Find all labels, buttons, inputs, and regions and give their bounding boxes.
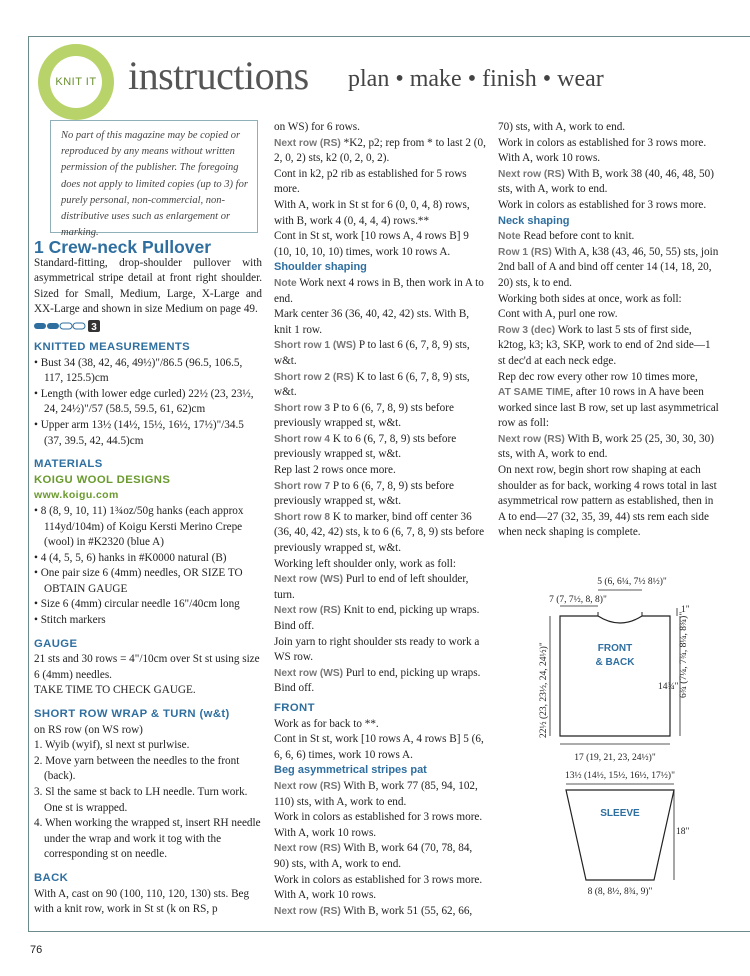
top-rule [28, 36, 750, 37]
row-label: Next row (RS) [274, 605, 341, 617]
pattern-title: Crew-neck Pullover [48, 237, 212, 257]
badge-label: KNIT IT [50, 56, 102, 108]
page-number: 76 [30, 944, 43, 956]
neck-width-dim: 5 (6, 6¼, 7½ 8½)" [597, 577, 667, 587]
asymmetrical-stripes-heading: Beg asymmetrical stripes pat [274, 764, 427, 777]
note-label: Note [274, 277, 297, 289]
instruction-text: Working left shoulder only, work as foll: [274, 557, 457, 570]
page-title: instructions [128, 53, 309, 98]
short-row-intro: on RS row (on WS row) [34, 723, 143, 736]
front-back-label: & BACK [595, 657, 635, 668]
material-item: • One pair size 6 (4mm) needles, OR SIZE TO OBTAIN GAUGE [34, 567, 243, 595]
instruction-text: Work next 4 rows in B, then work in A to end. [274, 276, 484, 305]
material-item: • Stitch markers [34, 614, 106, 627]
front-back-schematic [560, 616, 670, 736]
instruction-text: Cont with A, purl one row. [498, 308, 618, 321]
pattern-intro: Standard-fitting, drop-shoulder pullover with asymmetrical stripe detail at front right shoulder. Sized for Small, Medium, Large, X-Large and XX-Large and shown in size Medium on page 49. [34, 256, 262, 316]
gauge-note: TAKE TIME TO CHECK GAUGE. [34, 684, 196, 697]
copyright-notice: No part of this magazine may be copied or reproduced by any means without written permission of the publisher. The foregoing does not apply to limited copies (up to 3) for purely personal, non-commercial, non-distributive uses such as enlargement or marking. [50, 120, 258, 233]
left-rule [28, 36, 29, 931]
page-subtitle: plan • make • finish • wear [348, 66, 604, 92]
skill-level [34, 320, 262, 332]
row-label: Next row (RS) [274, 137, 341, 149]
instruction-text: Mark center 36 (36, 40, 42, 42) sts. With B, knit 1 row. [274, 308, 470, 336]
row-label: Row 3 (dec) [498, 324, 556, 336]
instruction-text: , after 10 rows in A have been worked since last B row, set up last asymmetrical row as foll: [498, 386, 719, 430]
instruction-text: Work to last 5 sts of first side, k2tog, k3; k3, SKP, work to end of 2nd side—1 st dec'd at each neck edge. [498, 323, 711, 367]
instruction-text: Rep last 2 rows once more. [274, 464, 396, 477]
note-label: Note [498, 231, 521, 243]
instruction-text: Cont in St st, work [10 rows A, 4 rows B] 9 (10, 10, 10, 10) times, work 10 rows A. [274, 230, 469, 258]
pattern-heading [34, 237, 262, 257]
row-label: Next row (RS) [274, 780, 341, 792]
instruction-text: Working both sides at once, work as foll: [498, 292, 682, 305]
back-heading: BACK [34, 871, 69, 884]
sleeve-top-dim: 13½ (14½, 15½, 16½, 17½)" [565, 771, 675, 781]
materials-url[interactable]: www.koigu.com [34, 489, 119, 502]
row-label: Next row (WS) [274, 574, 344, 586]
column-1 [34, 237, 262, 918]
row-label: Row 1 (RS) [498, 246, 552, 258]
shoulder-width-dim: 7 (7, 7½, 8, 8)" [549, 595, 607, 605]
instruction-text: With B, work 77 (85, 94, 102, 110) sts, with A, work to end. [274, 779, 478, 808]
materials-heading: MATERIALS [34, 458, 103, 471]
instruction-text: P to 6 (6, 7, 8, 9) sts before previously wrapped st, w&t. [274, 401, 454, 430]
neck-depth-dim: 1" [681, 605, 690, 615]
at-same-time-label: AT SAME TIME [498, 387, 571, 399]
armhole-dim: 6¾ (7¼, 7¾, 8¼, 8¾)" [679, 611, 689, 698]
short-row-step: 3. Sl the same st back to LH needle. Turn work. One st is wrapped. [34, 786, 248, 814]
sleeve-schematic [566, 790, 674, 880]
instruction-text: Purl to end of left shoulder, turn. [274, 573, 469, 601]
short-row-step: 4. When working the wrapped st, insert RH needle under the wrap and work it tog with the corresponding st on needle. [34, 817, 261, 861]
column-3 [498, 120, 720, 541]
row-label: Short row 8 [274, 511, 331, 523]
instruction-text: Work in colors as established for 3 rows more. With A, work 10 rows. [274, 873, 483, 902]
cuff-width-dim: 8 (8, 8½, 8¾, 9)" [587, 887, 653, 897]
instruction-text: With B, work 38 (40, 46, 48, 50) sts, with A, work to end. [498, 167, 714, 196]
instruction-text: Read before cont to knit. [520, 230, 635, 243]
material-item: • Size 6 (4mm) circular needle 16"/40cm long [34, 598, 240, 611]
bottom-rule [28, 931, 750, 932]
short-row-step: 2. Move yarn between the needles to the front (back). [34, 754, 240, 783]
neck-shaping-heading: Neck shaping [498, 214, 570, 227]
materials-brand: KOIGU WOOL DESIGNS [34, 473, 171, 486]
row-label: Short row 3 [274, 402, 331, 414]
instruction-text: With A, work in St st for 6 (0, 0, 4, 8) rows, with B, work 4 (0, 4, 4, 4) rows.** [274, 198, 470, 227]
instruction-text: On next row, begin short row shaping at each shoulder as for back, working 4 rows total in last asymmetrical row pattern as established, then in A to end—27 (32, 35, 39, 44) sts rem each side when neck shaping is complete. [498, 464, 717, 539]
short-row-heading: SHORT ROW WRAP & TURN (w&t) [34, 708, 230, 721]
measurements-heading: KNITTED MEASUREMENTS [34, 340, 191, 353]
body-height-dim: 14¾" [658, 682, 679, 692]
instruction-text: With B, work 51 (55, 62, 66, [340, 904, 473, 917]
row-label: Next row (WS) [274, 667, 344, 679]
instruction-text: Cont in St st, work [10 rows A, 4 rows B] 5 (6, 6, 6, 6) times, work 10 rows A. [274, 733, 484, 761]
gauge-text: 21 sts and 30 rows = 4"/10cm over St st using size 6 (4mm) needles. [34, 653, 260, 681]
row-label: Next row (RS) [498, 168, 565, 180]
skill-level-icon [34, 320, 104, 332]
instruction-text: Work as for back to **. [274, 717, 379, 730]
short-row-step: 1. Wyib (wyif), sl next st purlwise. [34, 739, 190, 752]
measurement-item: • Length (with lower edge curled) 22½ (23, 23½, 24, 24½)"/57 (58.5, 59.5, 61, 62)cm [34, 387, 254, 416]
material-item: • 8 (8, 9, 10, 11) 1¾oz/50g hanks (each approx 114yd/104m) of Koigu Kersti Merino Crepe (wool) in #K2320 (blue A) [34, 504, 244, 549]
material-item: • 4 (4, 5, 5, 6) hanks in #K0000 natural (B) [34, 551, 227, 564]
instruction-text: K to last 6 (6, 7, 8, 9) sts, w&t. [274, 370, 470, 399]
row-label: Short row 7 [274, 480, 331, 492]
instruction-text: With B, work 64 (70, 78, 84, 90) sts, with A, work to end. [274, 842, 473, 870]
sleeve-label: SLEEVE [600, 808, 640, 819]
instruction-text: K to 6 (6, 7, 8, 9) sts before previously wrapped st, w&t. [274, 432, 457, 461]
instruction-text: P to last 6 (6, 7, 8, 9) sts, w&t. [274, 339, 470, 367]
instruction-text: Join yarn to right shoulder sts ready to work a WS row. [274, 635, 480, 664]
row-label: Short row 2 (RS) [274, 371, 354, 383]
instruction-text: Purl to end, picking up wraps. [343, 666, 481, 679]
sleeve-length-dim: 18" [676, 827, 690, 837]
row-label: Next row (RS) [498, 433, 565, 445]
front-back-label: FRONT [597, 643, 633, 654]
instruction-text: Work in colors as established for 3 rows more. With A, work 10 rows. [498, 136, 707, 165]
measurement-item: • Upper arm 13½ (14½, 15½, 16½, 17½)"/34.5 (37, 39.5, 42, 44.5)cm [34, 418, 244, 447]
bust-width-dim: 17 (19, 21, 23, 24½)" [574, 753, 656, 763]
row-label: Short row 1 (WS) [274, 340, 357, 352]
instruction-text: P to 6 (6, 7, 8, 9) sts before previously wrapped st, w&t. [274, 479, 454, 508]
instruction-text: Bind off. [274, 682, 315, 695]
row-label: Next row (RS) [274, 905, 341, 917]
back-text: With A, cast on 90 (100, 110, 120, 130) sts. Beg with a knit row, work in St st (k on RS, p [34, 887, 250, 916]
instruction-text: Cont in k2, p2 rib as established for 5 rows more. [274, 167, 467, 196]
instruction-text: *K2, p2; rep from * to last 2 (0, 2, 0, 2) sts, k2 (0, 2, 0, 2). [274, 136, 486, 165]
shoulder-shaping-heading: Shoulder shaping [274, 261, 367, 274]
length-dim: 22½ (23, 23½, 24, 24½)" [539, 642, 549, 738]
pattern-number: 1 [34, 237, 44, 257]
column-2 [274, 120, 488, 919]
front-heading: FRONT [274, 701, 315, 714]
instruction-text: on WS) for 6 rows. [274, 121, 360, 133]
gauge-heading: GAUGE [34, 637, 78, 650]
instruction-text: K to marker, bind off center 36 (36, 40, 42, 42) sts, k to 6 (6, 7, 8, 9) sts before previously wrapped st, w&t. [274, 510, 485, 555]
measurement-item: • Bust 34 (38, 42, 46, 49½)"/86.5 (96.5, 106.5, 117, 125.5)cm [34, 356, 243, 385]
instruction-text: With B, work 25 (25, 30, 30, 30) sts, with A, work to end. [498, 432, 714, 461]
instruction-text: Rep dec row every other row 10 times more, [498, 370, 698, 383]
schematic-diagram [520, 560, 748, 900]
skill-level-number: 3 [91, 321, 97, 332]
instruction-text: Work in colors as established for 3 rows more. With A, work 10 rows. [274, 811, 483, 839]
instruction-text: Knit to end, picking up wraps. Bind off. [274, 604, 480, 632]
row-label: Short row 4 [274, 433, 331, 445]
instruction-text: Work in colors as established for 3 rows more. [498, 198, 707, 211]
row-label: Next row (RS) [274, 843, 341, 855]
instruction-text: With A, k38 (43, 46, 50, 55) sts, join 2nd ball of A and bind off center 14 (14, 18, 20, 20) sts, k to end. [498, 245, 719, 289]
instruction-text: 70) sts, with A, work to end. [498, 121, 626, 133]
